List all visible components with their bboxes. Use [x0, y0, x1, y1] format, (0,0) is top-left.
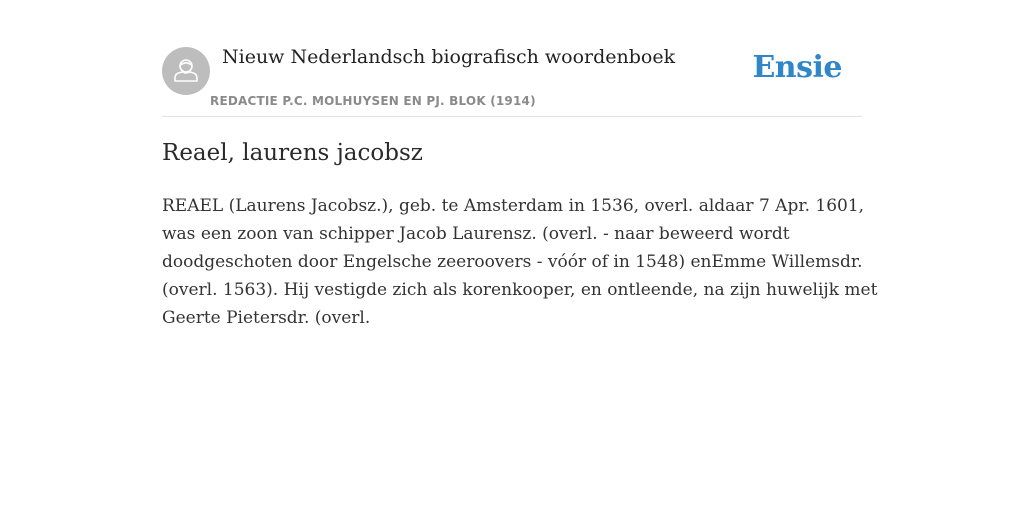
- entry-body-line: Geerte Pietersdr. (overl.: [162, 308, 371, 328]
- user-silhouette-icon: [162, 47, 210, 95]
- entry-title: Reael, laurens jacobsz: [162, 140, 423, 166]
- source-header: [162, 44, 862, 117]
- entry-body-line: (overl. 1563). Hij vestigde zich als korenkooper, en ontleende, na zijn huwelijk met: [162, 280, 878, 300]
- book-title[interactable]: Nieuw Nederlandsch biografisch woordenboek: [222, 46, 676, 68]
- ensie-logo-link[interactable]: Ensie: [752, 50, 842, 85]
- editors-subtitle: REDACTIE P.C. MOLHUYSEN EN PJ. BLOK (1914): [210, 94, 536, 108]
- entry-body-line: REAEL (Laurens Jacobsz.), geb. te Amsterdam in 1536, overl. aldaar 7 Apr. 1601,: [162, 196, 865, 216]
- entry-body-line: was een zoon van schipper Jacob Laurensz. (overl. - naar beweerd wordt: [162, 224, 790, 244]
- avatar: [162, 47, 210, 95]
- entry-body: [162, 192, 878, 332]
- entry-body-line: doodgeschoten door Engelsche zeeroovers - vóór of in 1548) enEmme Willemsdr.: [162, 252, 863, 272]
